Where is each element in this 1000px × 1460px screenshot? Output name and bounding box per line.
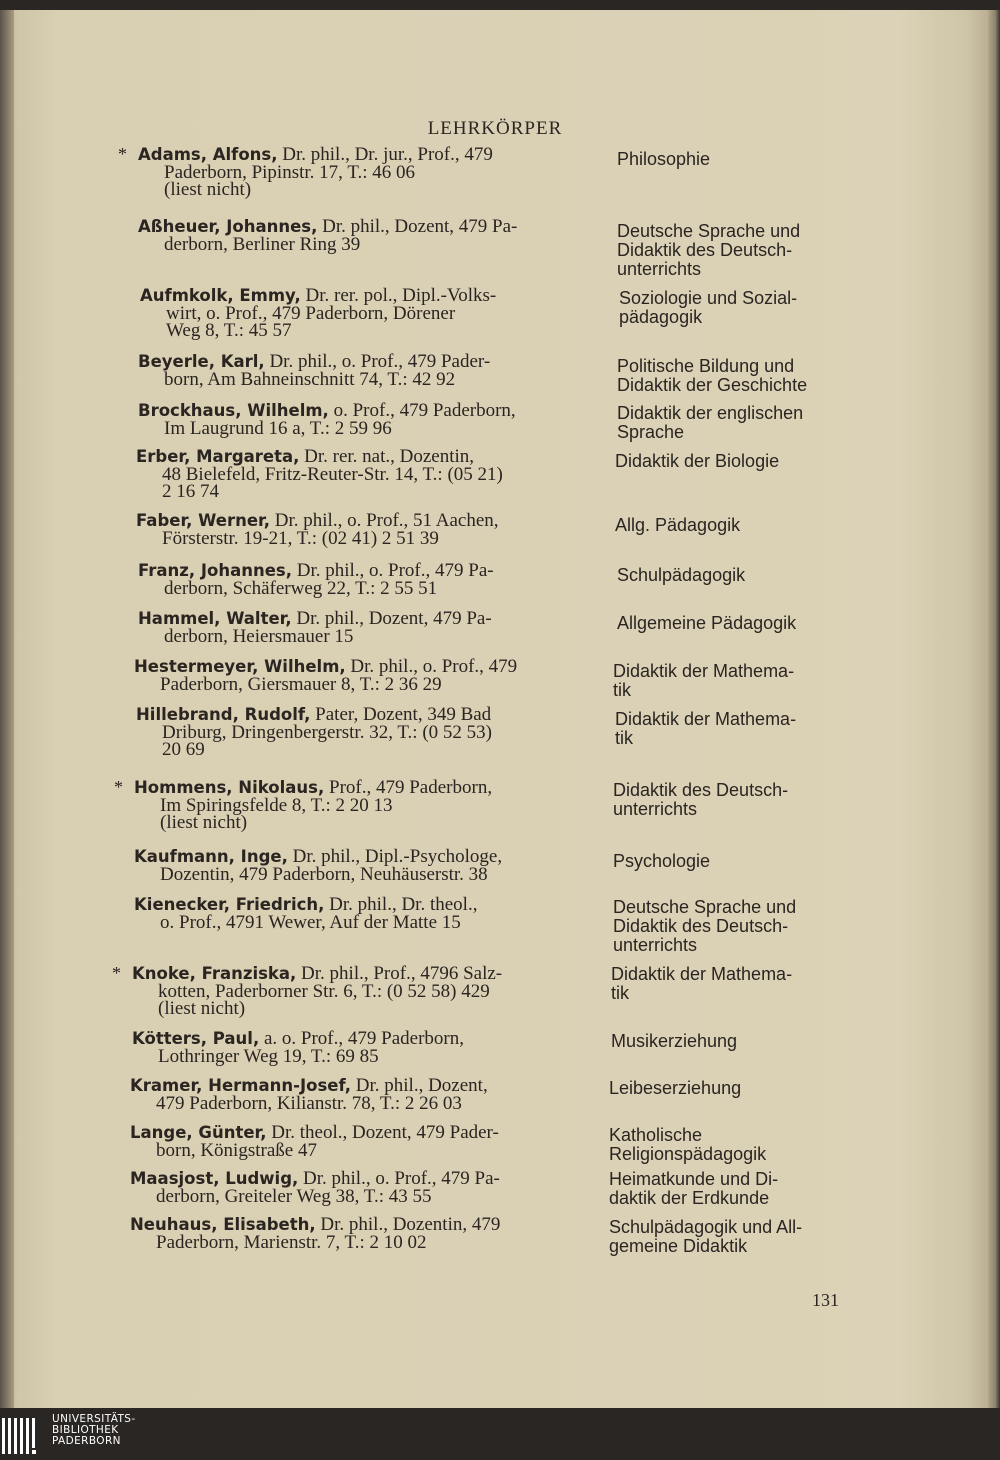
page-title: LEHRKÖRPER [427, 118, 563, 139]
page-gutter-shadow [0, 10, 14, 1408]
subject-line: tik [611, 983, 629, 1003]
faculty-details [132, 965, 579, 1018]
faculty-address-line: born, Am Bahneinschnitt 74, T.: 42 92 [164, 368, 456, 390]
faculty-title: Dr. rer. nat., Dozentin, [299, 446, 475, 467]
subject-line: Didaktik der Mathema- [611, 964, 793, 984]
faculty-title: Dr. phil., o. Prof., 479 Pader- [264, 351, 491, 372]
faculty-address-line: derborn, Berliner Ring 39 [164, 233, 361, 255]
faculty-title: Dr. phil., Dozentin, 479 [315, 1214, 501, 1235]
subject-line: Philosophie [617, 149, 711, 169]
faculty-name: Faber, Werner, [136, 511, 271, 530]
subject-line: pädagogik [619, 307, 703, 327]
subject-line: Didaktik der englischen [617, 403, 804, 423]
faculty-details [134, 896, 581, 931]
subject-line: Deutsche Sprache und [613, 897, 797, 917]
faculty-name-line [130, 1170, 577, 1188]
subject-line: Sprache [617, 422, 685, 442]
faculty-title: Dr. phil., o. Prof., 479 [345, 656, 518, 677]
logo-line-2: BIBLIOTHEK [52, 1424, 119, 1436]
faculty-subject [617, 566, 862, 585]
faculty-title: Dr. phil., Dozent, 479 Pa- [317, 216, 518, 237]
faculty-subject [613, 781, 858, 819]
faculty-address-line: Driburg, Dringenbergerstr. 32, T.: (0 52 53) [162, 721, 492, 743]
faculty-details [136, 448, 583, 501]
faculty-title: Prof., 479 Paderborn, [324, 777, 493, 798]
faculty-name: Aßheuer, Johannes, [138, 217, 318, 236]
faculty-name-line [138, 562, 585, 580]
faculty-address-line: wirt, o. Prof., 479 Paderborn, Dörener [166, 302, 456, 324]
subject-line: Didaktik des Deutsch- [613, 780, 789, 800]
faculty-details [140, 287, 587, 340]
faculty-name: Beyerle, Karl, [138, 352, 265, 371]
faculty-name: Kaufmann, Inge, [134, 847, 288, 866]
not-teaching-marker: * [112, 963, 121, 983]
faculty-subject [609, 1218, 854, 1256]
subject-line: Didaktik der Mathema- [613, 661, 795, 681]
faculty-details [130, 1077, 577, 1112]
faculty-address-line: born, Königstraße 47 [156, 1139, 317, 1161]
logo-line-3: PADERBORN [52, 1435, 121, 1447]
subject-line: Allg. Pädagogik [615, 515, 741, 535]
faculty-subject [617, 404, 862, 442]
subject-line: unterrichts [613, 935, 698, 955]
subject-line: Leibeserziehung [609, 1078, 742, 1098]
faculty-address-line: 479 Paderborn, Kilianstr. 78, T.: 2 26 03 [156, 1092, 462, 1114]
faculty-address-line: derborn, Greiteler Weg 38, T.: 43 55 [156, 1185, 432, 1207]
faculty-name: Neuhaus, Elisabeth, [130, 1215, 316, 1234]
faculty-name-line [136, 448, 583, 466]
faculty-title: Dr. phil., o. Prof., 479 Pa- [291, 560, 494, 581]
faculty-details [138, 353, 585, 388]
faculty-name: Kötters, Paul, [132, 1029, 260, 1048]
faculty-details [136, 512, 583, 547]
faculty-subject [613, 898, 858, 955]
faculty-name: Hommens, Nikolaus, [134, 778, 325, 797]
faculty-details [134, 779, 581, 832]
faculty-address-line: o. Prof., 4791 Wewer, Auf der Matte 15 [160, 911, 461, 933]
faculty-name-line [130, 1077, 577, 1095]
faculty-name: Adams, Alfons, [138, 145, 278, 164]
faculty-title: Dr. phil., Dipl.-Psychologe, [287, 846, 503, 867]
faculty-title: Dr. rer. pol., Dipl.-Volks- [300, 285, 497, 306]
faculty-name: Franz, Johannes, [138, 561, 292, 580]
faculty-details [138, 146, 585, 199]
faculty-subject [615, 710, 860, 748]
faculty-title: Dr. phil., Prof., 4796 Salz- [296, 963, 503, 984]
faculty-name-line [134, 848, 581, 866]
faculty-name: Knoke, Franziska, [132, 964, 297, 983]
faculty-details [130, 1124, 577, 1159]
faculty-address-line: Paderborn, Marienstr. 7, T.: 2 10 02 [156, 1231, 427, 1253]
faculty-address-line: (liest nicht) [158, 998, 246, 1019]
subject-line: Schulpädagogik und All- [609, 1217, 803, 1237]
subject-line: gemeine Didaktik [609, 1236, 748, 1256]
subject-line: daktik der Erdkunde [609, 1188, 770, 1208]
faculty-name-line [134, 896, 581, 914]
faculty-name: Erber, Margareta, [136, 447, 300, 466]
faculty-details [138, 402, 585, 437]
faculty-name-line [134, 779, 581, 797]
faculty-title: a. o. Prof., 479 Paderborn, [259, 1028, 464, 1049]
faculty-subject [617, 150, 862, 169]
library-logo-icon [2, 1416, 42, 1456]
faculty-name-line [138, 146, 585, 164]
faculty-title: Dr. phil., Dozent, 479 Pa- [291, 608, 492, 629]
faculty-details [130, 1170, 577, 1205]
library-logo [0, 1410, 1000, 1460]
faculty-subject [615, 452, 860, 471]
not-teaching-marker: * [114, 777, 123, 797]
faculty-subject [609, 1079, 854, 1098]
faculty-address-line: Weg 8, T.: 45 57 [166, 320, 292, 341]
faculty-address-line: Lothringer Weg 19, T.: 69 85 [158, 1045, 379, 1067]
faculty-title: Pater, Dozent, 349 Bad [310, 704, 492, 725]
faculty-address-line: derborn, Heiersmauer 15 [164, 625, 354, 647]
faculty-subject [619, 289, 864, 327]
faculty-name: Lange, Günter, [130, 1123, 267, 1142]
subject-line: Psychologie [613, 851, 711, 871]
faculty-address-line: Im Spiringsfelde 8, T.: 2 20 13 [160, 794, 393, 816]
subject-line: Didaktik der Geschichte [617, 375, 808, 395]
faculty-name-line [138, 353, 585, 371]
faculty-details [132, 1030, 579, 1065]
faculty-name: Hillebrand, Rudolf, [136, 705, 311, 724]
faculty-details [130, 1216, 577, 1251]
faculty-address-line: (liest nicht) [160, 812, 248, 833]
faculty-name-line [130, 1124, 577, 1142]
logo-line-1: UNIVERSITÄTS- [52, 1413, 136, 1425]
faculty-address-line: Försterstr. 19-21, T.: (02 41) 2 51 39 [162, 527, 439, 549]
faculty-address-line: Paderborn, Pipinstr. 17, T.: 46 06 [164, 161, 416, 183]
faculty-subject [617, 357, 862, 395]
faculty-address-line: Paderborn, Giersmauer 8, T.: 2 36 29 [160, 673, 442, 695]
page-edge-shadow [988, 10, 1000, 1408]
faculty-subject [613, 662, 858, 700]
subject-line: tik [613, 680, 631, 700]
subject-line: unterrichts [617, 259, 702, 279]
faculty-address-line: kotten, Paderborner Str. 6, T.: (0 52 58) 429 [158, 980, 490, 1002]
faculty-name: Kienecker, Friedrich, [134, 895, 325, 914]
subject-line: Deutsche Sprache und [617, 221, 801, 241]
faculty-details [134, 658, 581, 693]
faculty-name: Hestermeyer, Wilhelm, [134, 657, 346, 676]
faculty-address-line: 20 69 [162, 739, 205, 760]
subject-line: Soziologie und Sozial- [619, 288, 798, 308]
faculty-name-line [138, 610, 585, 628]
subject-line: Didaktik des Deutsch- [613, 916, 789, 936]
faculty-address-line: 48 Bielefeld, Fritz-Reuter-Str. 14, T.: (05 21) [162, 463, 503, 485]
faculty-name-line [138, 402, 585, 420]
faculty-name-line [140, 287, 587, 305]
faculty-name: Maasjost, Ludwig, [130, 1169, 299, 1188]
faculty-address-line: derborn, Schäferweg 22, T.: 2 55 51 [164, 577, 438, 599]
subject-line: Politische Bildung und [617, 356, 795, 376]
faculty-address-line: Dozentin, 479 Paderborn, Neuhäuserstr. 38 [160, 863, 488, 885]
faculty-title: Dr. phil., Dr. theol., [324, 894, 478, 915]
faculty-address-line: Im Laugrund 16 a, T.: 2 59 96 [164, 417, 392, 439]
subject-line: Religionspädagogik [609, 1144, 767, 1164]
subject-line: Musikerziehung [611, 1031, 738, 1051]
faculty-title: Dr. phil., o. Prof., 479 Pa- [298, 1168, 500, 1189]
subject-line: unterrichts [613, 799, 698, 819]
faculty-title: Dr. phil., Dr. jur., Prof., 479 [277, 144, 493, 165]
faculty-name-line [134, 658, 581, 676]
subject-line: Didaktik der Biologie [615, 451, 780, 471]
faculty-name-line [132, 965, 579, 983]
subject-line: Katholische [609, 1125, 703, 1145]
faculty-subject [611, 1032, 856, 1051]
faculty-details [138, 218, 585, 253]
not-teaching-marker: * [118, 144, 127, 164]
faculty-name-line [132, 1030, 579, 1048]
faculty-subject [613, 852, 858, 871]
faculty-details [138, 562, 585, 597]
subject-line: Heimatkunde und Di- [609, 1169, 779, 1189]
faculty-name-line [130, 1216, 577, 1234]
faculty-subject [609, 1170, 854, 1208]
faculty-subject [615, 516, 860, 535]
faculty-name: Hammel, Walter, [138, 609, 292, 628]
faculty-title: Dr. phil., Dozent, [351, 1075, 488, 1096]
page-number: 131 [812, 1290, 839, 1310]
subject-line: Didaktik des Deutsch- [617, 240, 793, 260]
faculty-details [134, 848, 581, 883]
subject-line: Didaktik der Mathema- [615, 709, 797, 729]
library-logo-text [52, 1414, 136, 1447]
faculty-details [136, 706, 583, 759]
faculty-address-line: 2 16 74 [162, 481, 219, 502]
subject-line: Allgemeine Pädagogik [617, 613, 797, 633]
faculty-subject [611, 965, 856, 1003]
subject-line: Schulpädagogik [617, 565, 746, 585]
faculty-subject [617, 222, 862, 279]
faculty-subject [609, 1126, 854, 1164]
faculty-title: o. Prof., 479 Paderborn, [328, 400, 516, 421]
faculty-name: Kramer, Hermann-Josef, [130, 1076, 352, 1095]
faculty-title: Dr. theol., Dozent, 479 Pader- [266, 1122, 499, 1143]
faculty-subject [617, 614, 862, 633]
faculty-address-line: (liest nicht) [164, 179, 252, 200]
subject-line: tik [615, 728, 633, 748]
faculty-name-line [136, 706, 583, 724]
faculty-name: Brockhaus, Wilhelm, [138, 401, 329, 420]
faculty-name: Aufmkolk, Emmy, [140, 286, 301, 305]
faculty-name-line [138, 218, 585, 236]
faculty-details [138, 610, 585, 645]
faculty-name-line [136, 512, 583, 530]
faculty-title: Dr. phil., o. Prof., 51 Aachen, [270, 510, 499, 531]
